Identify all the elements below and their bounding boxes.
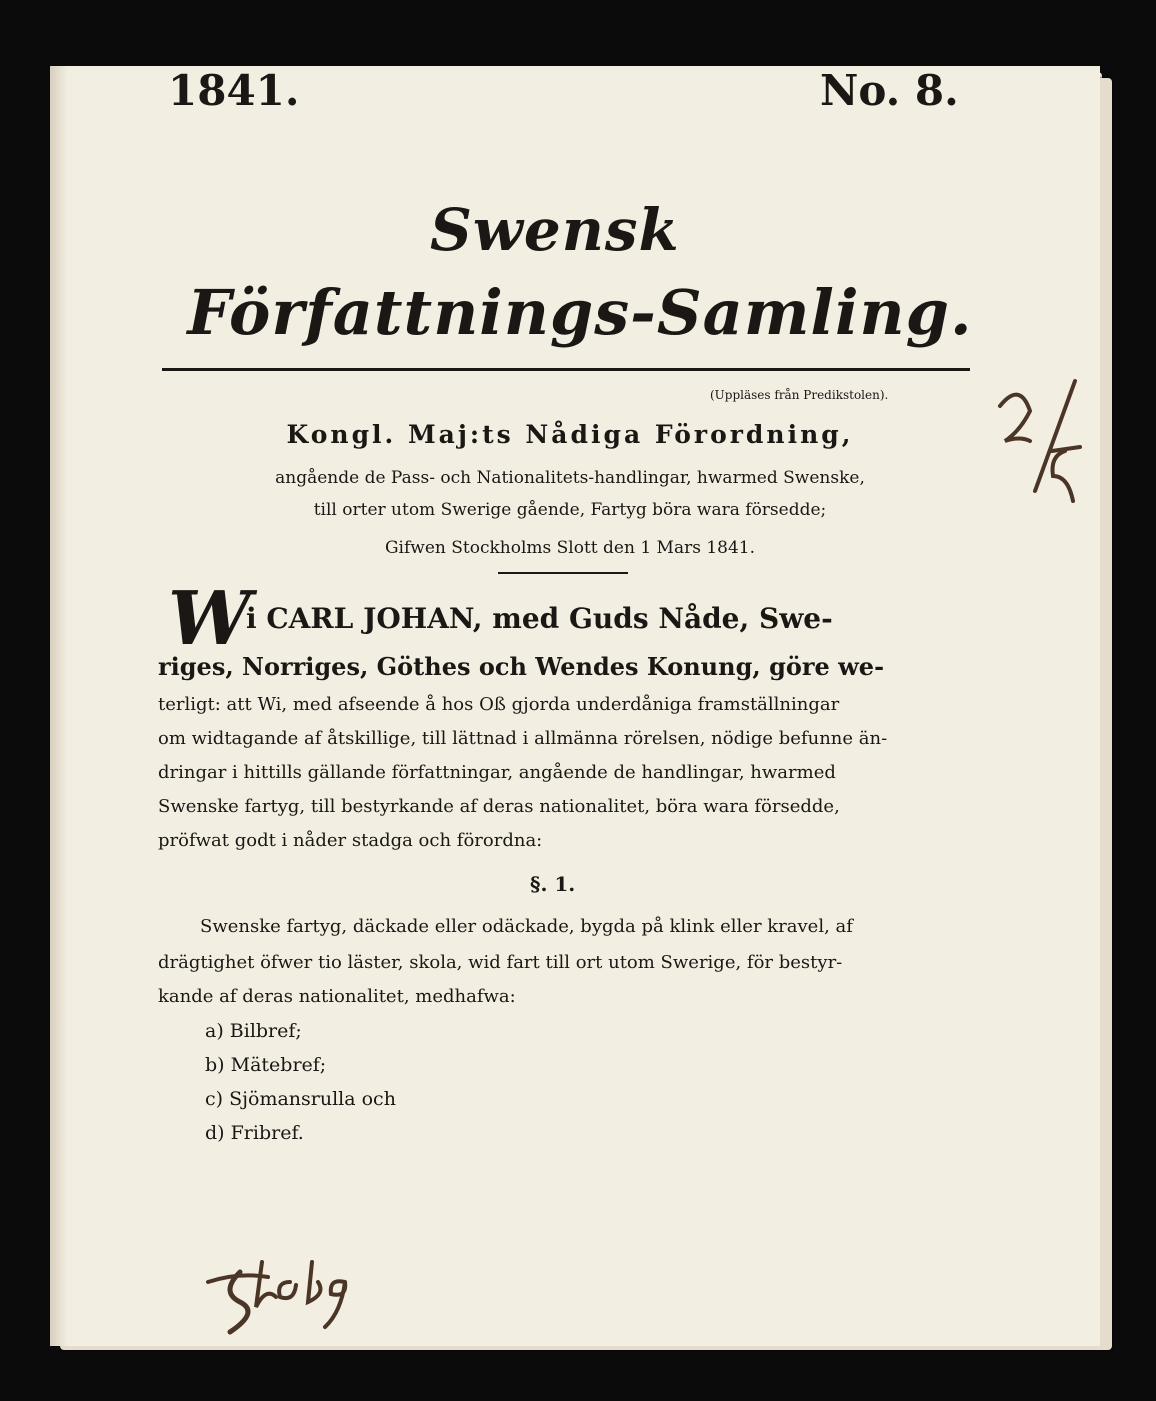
title-line-2: Författnings-Samling. xyxy=(187,276,973,349)
page-left-edge xyxy=(50,66,68,1346)
handwritten-fraction xyxy=(980,366,1100,506)
ordinance-subtitle-2: till orter utom Swerige gående, Fartyg böra wara försedde; xyxy=(313,500,827,520)
handwritten-signature xyxy=(200,1252,370,1342)
section-label: §. 1. xyxy=(530,872,576,896)
publication-year: 1841. xyxy=(168,66,300,115)
section-line-3: kande af deras nationalitet, medhafwa: xyxy=(158,986,516,1007)
preamble-line-6: Swenske fartyg, till bestyrkande af deras nationalitet, böra wara försedde, xyxy=(158,796,840,817)
section-line-2: drägtighet öfwer tio läster, skola, wid fart till ort utom Swerige, för bestyr- xyxy=(158,952,843,973)
short-rule xyxy=(498,572,628,574)
reading-note: (Uppläses från Predikstolen). xyxy=(710,388,889,402)
section-line-1: Swenske fartyg, däckade eller odäckade, bygda på klink eller kravel, af xyxy=(200,916,853,937)
title-line-1: Swensk xyxy=(430,196,680,264)
preamble-line-2: riges, Norriges, Göthes och Wendes Konung, göre we- xyxy=(158,652,885,681)
header-rule xyxy=(162,368,970,371)
preamble-line-5: dringar i hittills gällande författningar, angående de handlingar, hwarmed xyxy=(158,762,836,783)
preamble-line-7: pröfwat godt i nåder stadga och förordna: xyxy=(158,830,543,851)
preamble-opening: i CARL JOHAN, med Guds Nåde, Swe- xyxy=(246,602,833,635)
list-item: d) Fribref. xyxy=(205,1122,304,1144)
ordinance-heading: Kongl. Maj:ts Nådiga Förordning, xyxy=(286,420,854,449)
list-item: a) Bilbref; xyxy=(205,1020,302,1042)
list-item: c) Sjömansrulla och xyxy=(205,1088,396,1110)
issue-number: No. 8. xyxy=(820,66,959,115)
list-item: b) Mätebref; xyxy=(205,1054,327,1076)
preamble-line-3: terligt: att Wi, med afseende å hos Oß gjorda underdåniga framställningar xyxy=(158,694,840,715)
initial-letter: W xyxy=(168,576,252,662)
ordinance-subtitle-1: angående de Pass- och Nationalitets-handlingar, hwarmed Swenske, xyxy=(275,468,865,488)
preamble-line-4: om widtagande af åtskillige, till lättnad i allmänna rörelsen, nödige befunne än- xyxy=(158,728,888,749)
document-page xyxy=(50,66,1100,1346)
ordinance-date: Gifwen Stockholms Slott den 1 Mars 1841. xyxy=(384,538,756,558)
